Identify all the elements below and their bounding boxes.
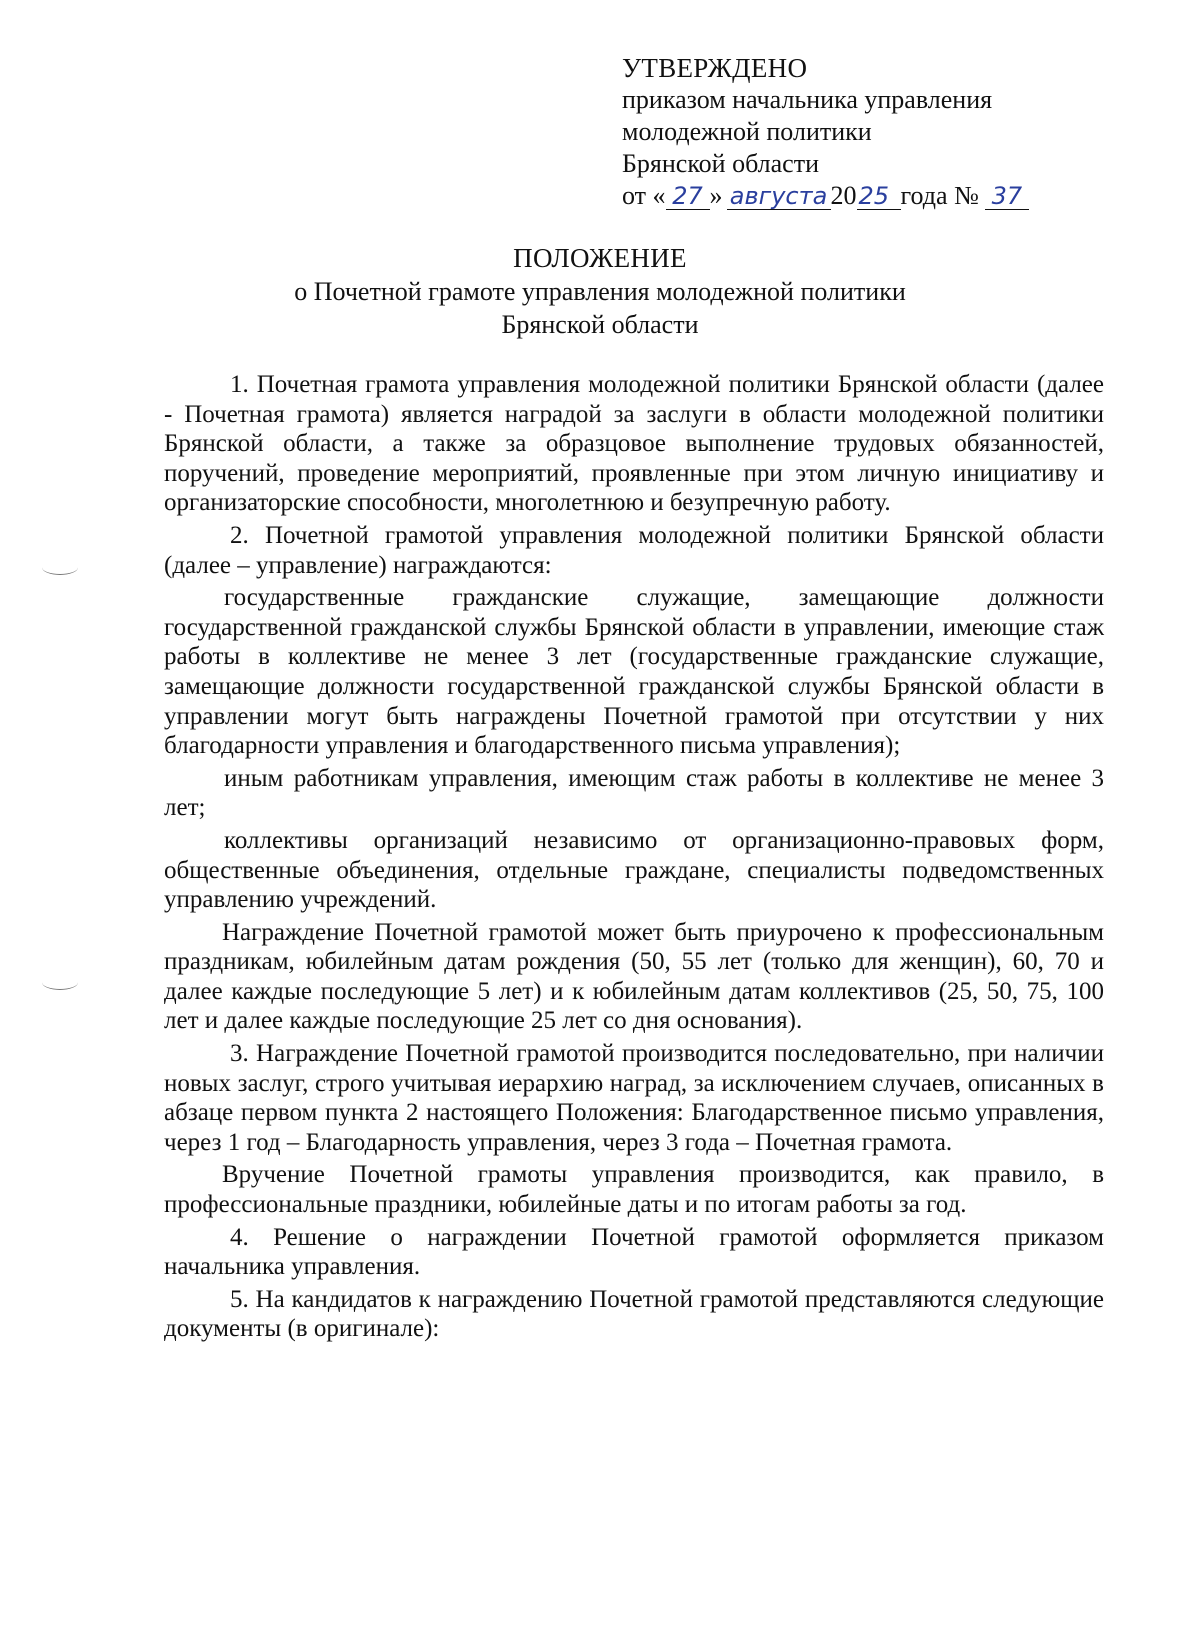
paragraph-2-collectives: коллективы организаций независимо от организационно-правовых форм, общественные объединения, отдельные граждане, специалисты подведомственных управлению учреждений. bbox=[164, 826, 1104, 914]
year-suffix: года № bbox=[900, 181, 979, 210]
document-subtitle-line2: Брянской области bbox=[501, 310, 699, 339]
document-body bbox=[164, 370, 1104, 1347]
handwritten-day: 27 bbox=[666, 183, 710, 210]
handwritten-order-number: 37 bbox=[985, 183, 1029, 210]
paragraph-3: 3. Награждение Почетной грамотой производится последовательно, при наличии новых заслуг, строго учитывая иерархию наград, за исключением случаев, описанных в абзаце первом пункта 2 настоящего Положения: Благодарственное письмо управления, через 1 год – Благодарность управления, через 3 года – Почетная грамота. bbox=[164, 1040, 1104, 1156]
paragraph-2-award-timing: Награждение Почетной грамотой может быть приурочено к профессиональным праздникам, юбилейным датам рождения (50, 55 лет (только для женщин), 60, 70 и далее каждые последующие 5 лет) и к юбилейным датам коллективов (25, 50, 75, 100 лет и далее каждые последующие 25 лет со дня основания). bbox=[164, 918, 1104, 1035]
paragraph-4: 4. Решение о награждении Почетной грамотой оформляется приказом начальника управления. bbox=[164, 1223, 1104, 1281]
paragraph-5: 5. На кандидатов к награждению Почетной грамотой представляются следующие документы (в оригинале): bbox=[164, 1285, 1104, 1343]
approval-line-order: приказом начальника управления bbox=[622, 85, 993, 114]
paragraph-2-civil-servants: государственные гражданские служащие, замещающие должности государственной гражданской службы Брянской области в управлении, имеющие стаж работы в коллективе не менее 3 лет (государственные гражданские служащие, замещающие должности государственной гражданской службы Брянской области в управлении могут быть награждены Почетной грамотой при отсутствии у них благодарности управления и благодарственного письма управления); bbox=[164, 584, 1104, 760]
handwritten-year: 25 bbox=[857, 183, 901, 210]
approval-date-line bbox=[622, 180, 1029, 212]
document-subtitle-line1: о Почетной грамоте управления молодежной политики bbox=[294, 277, 906, 306]
document-title: ПОЛОЖЕНИЕ bbox=[513, 243, 687, 273]
scan-punch-mark-bottom bbox=[42, 975, 78, 990]
scan-punch-mark-top bbox=[42, 560, 78, 575]
approval-title: УТВЕРЖДЕНО bbox=[622, 53, 808, 83]
approval-line-region: Брянской области bbox=[622, 149, 819, 178]
handwritten-month: августа bbox=[727, 183, 831, 210]
date-quote-close: » bbox=[709, 181, 723, 210]
paragraph-2: 2. Почетной грамотой управления молодежной политики Брянской области (далее – управление) награждаются: bbox=[164, 521, 1104, 579]
document-heading bbox=[0, 242, 1200, 341]
paragraph-2-other-employees: иным работникам управления, имеющим стаж работы в коллективе не менее 3 лет; bbox=[164, 764, 1104, 822]
date-prefix: от « bbox=[622, 181, 666, 210]
approval-block bbox=[622, 52, 1029, 212]
year-prefix: 20 bbox=[830, 181, 857, 210]
paragraph-3-presentation: Вручение Почетной грамоты управления производится, как правило, в профессиональные праздники, юбилейные даты и по итогам работы за год. bbox=[164, 1161, 1104, 1219]
paragraph-1: 1. Почетная грамота управления молодежной политики Брянской области (далее - Почетная грамота) является наградой за заслуги в области молодежной политики Брянской области, а также за образцовое выполнение трудовых обязанностей, поручений, проведение мероприятий, проявленные при этом личную инициативу и организаторские способности, многолетнюю и безупречную работу. bbox=[164, 371, 1104, 517]
approval-line-department: молодежной политики bbox=[622, 117, 872, 146]
